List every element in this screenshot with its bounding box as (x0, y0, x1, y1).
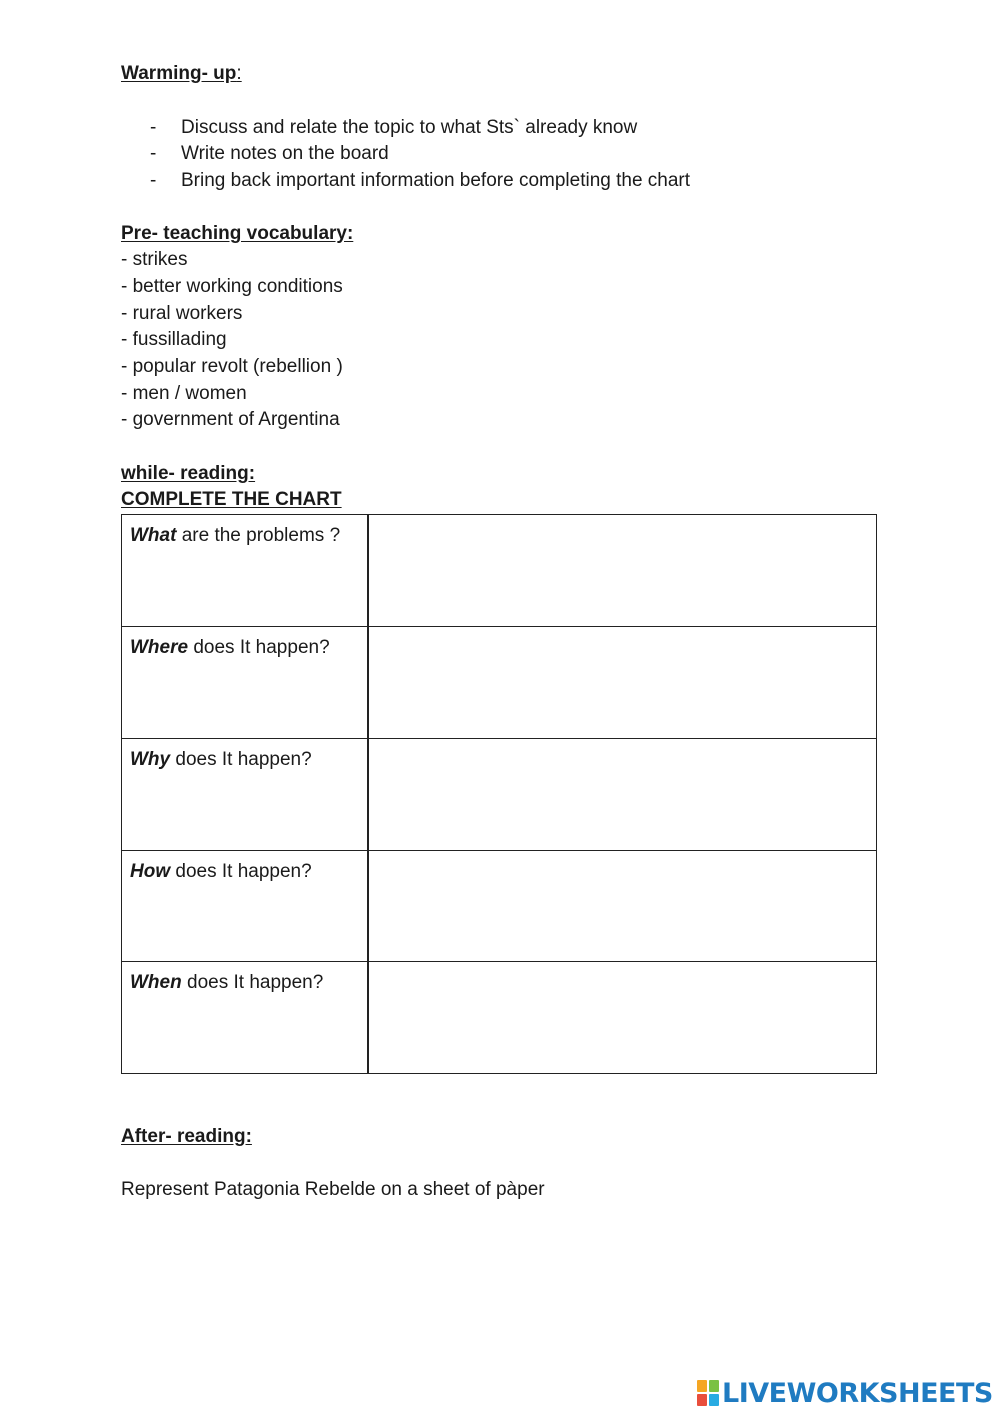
chart-question (130, 637, 330, 659)
list-item (0, 170, 1000, 194)
question-word: What (130, 525, 177, 546)
warming-up-item-3: Bring back important information before completing the chart (181, 170, 691, 191)
question-text: does It happen? (188, 637, 330, 658)
answer-cell-when[interactable] (369, 962, 876, 1073)
vocabulary-item: - strikes (121, 249, 188, 270)
chart-row-what (122, 515, 876, 627)
warming-up-heading (121, 63, 242, 85)
answer-cell-what[interactable] (369, 515, 876, 627)
logo-icon (697, 1380, 719, 1406)
bullet-dash: - (150, 117, 157, 138)
answer-cell-where[interactable] (369, 627, 876, 738)
question-word: How (130, 861, 171, 882)
question-text: does It happen? (170, 861, 312, 882)
logo-block-2 (709, 1380, 719, 1392)
pre-teaching-heading: Pre- teaching vocabulary: (121, 223, 354, 244)
while-reading-heading: while- reading: (121, 463, 256, 484)
chart-question (130, 972, 323, 994)
after-reading-heading: After- reading: (121, 1126, 252, 1147)
question-text: does It happen? (170, 749, 312, 770)
logo-block-3 (697, 1394, 707, 1406)
liveworksheets-logo[interactable] (697, 1377, 993, 1409)
chart-row-where (122, 626, 876, 738)
vocabulary-item: - popular revolt (rebellion ) (121, 356, 343, 377)
bullet-dash: - (150, 170, 157, 191)
vocabulary-item: - men / women (121, 383, 247, 404)
chart-question (130, 861, 312, 883)
complete-chart-heading: COMPLETE THE CHART (121, 489, 342, 510)
after-reading-text: Represent Patagonia Rebelde on a sheet of pàper (121, 1179, 545, 1200)
question-word: Why (130, 749, 171, 770)
logo-block-1 (697, 1380, 707, 1392)
bullet-dash: - (150, 143, 157, 164)
chart-question (130, 525, 340, 547)
list-item (0, 143, 1000, 167)
answer-cell-how[interactable] (369, 851, 876, 962)
warming-up-item-1: Discuss and relate the topic to what Sts` already know (181, 117, 638, 138)
chart-row-how (122, 850, 876, 962)
question-word: When (130, 972, 182, 993)
vocabulary-item: - rural workers (121, 303, 243, 324)
chart-row-when (122, 961, 876, 1073)
logo-text: LIVEWORKSHEETS (722, 1377, 993, 1409)
list-item (0, 117, 1000, 141)
question-chart (121, 514, 877, 1074)
warming-up-item-2: Write notes on the board (181, 143, 389, 164)
question-text: does It happen? (181, 972, 324, 993)
chart-row-why (122, 738, 876, 850)
vocabulary-item: - fussillading (121, 329, 227, 350)
answer-cell-why[interactable] (369, 739, 876, 850)
vocabulary-item: - government of Argentina (121, 409, 340, 430)
logo-block-4 (709, 1394, 719, 1406)
warming-up-heading-text: Warming- up (121, 63, 237, 84)
question-text: are the problems ? (176, 525, 341, 546)
warming-up-colon: : (236, 63, 242, 84)
vocabulary-item: - better working conditions (121, 276, 343, 297)
chart-question (130, 749, 312, 771)
question-word: Where (130, 637, 189, 658)
